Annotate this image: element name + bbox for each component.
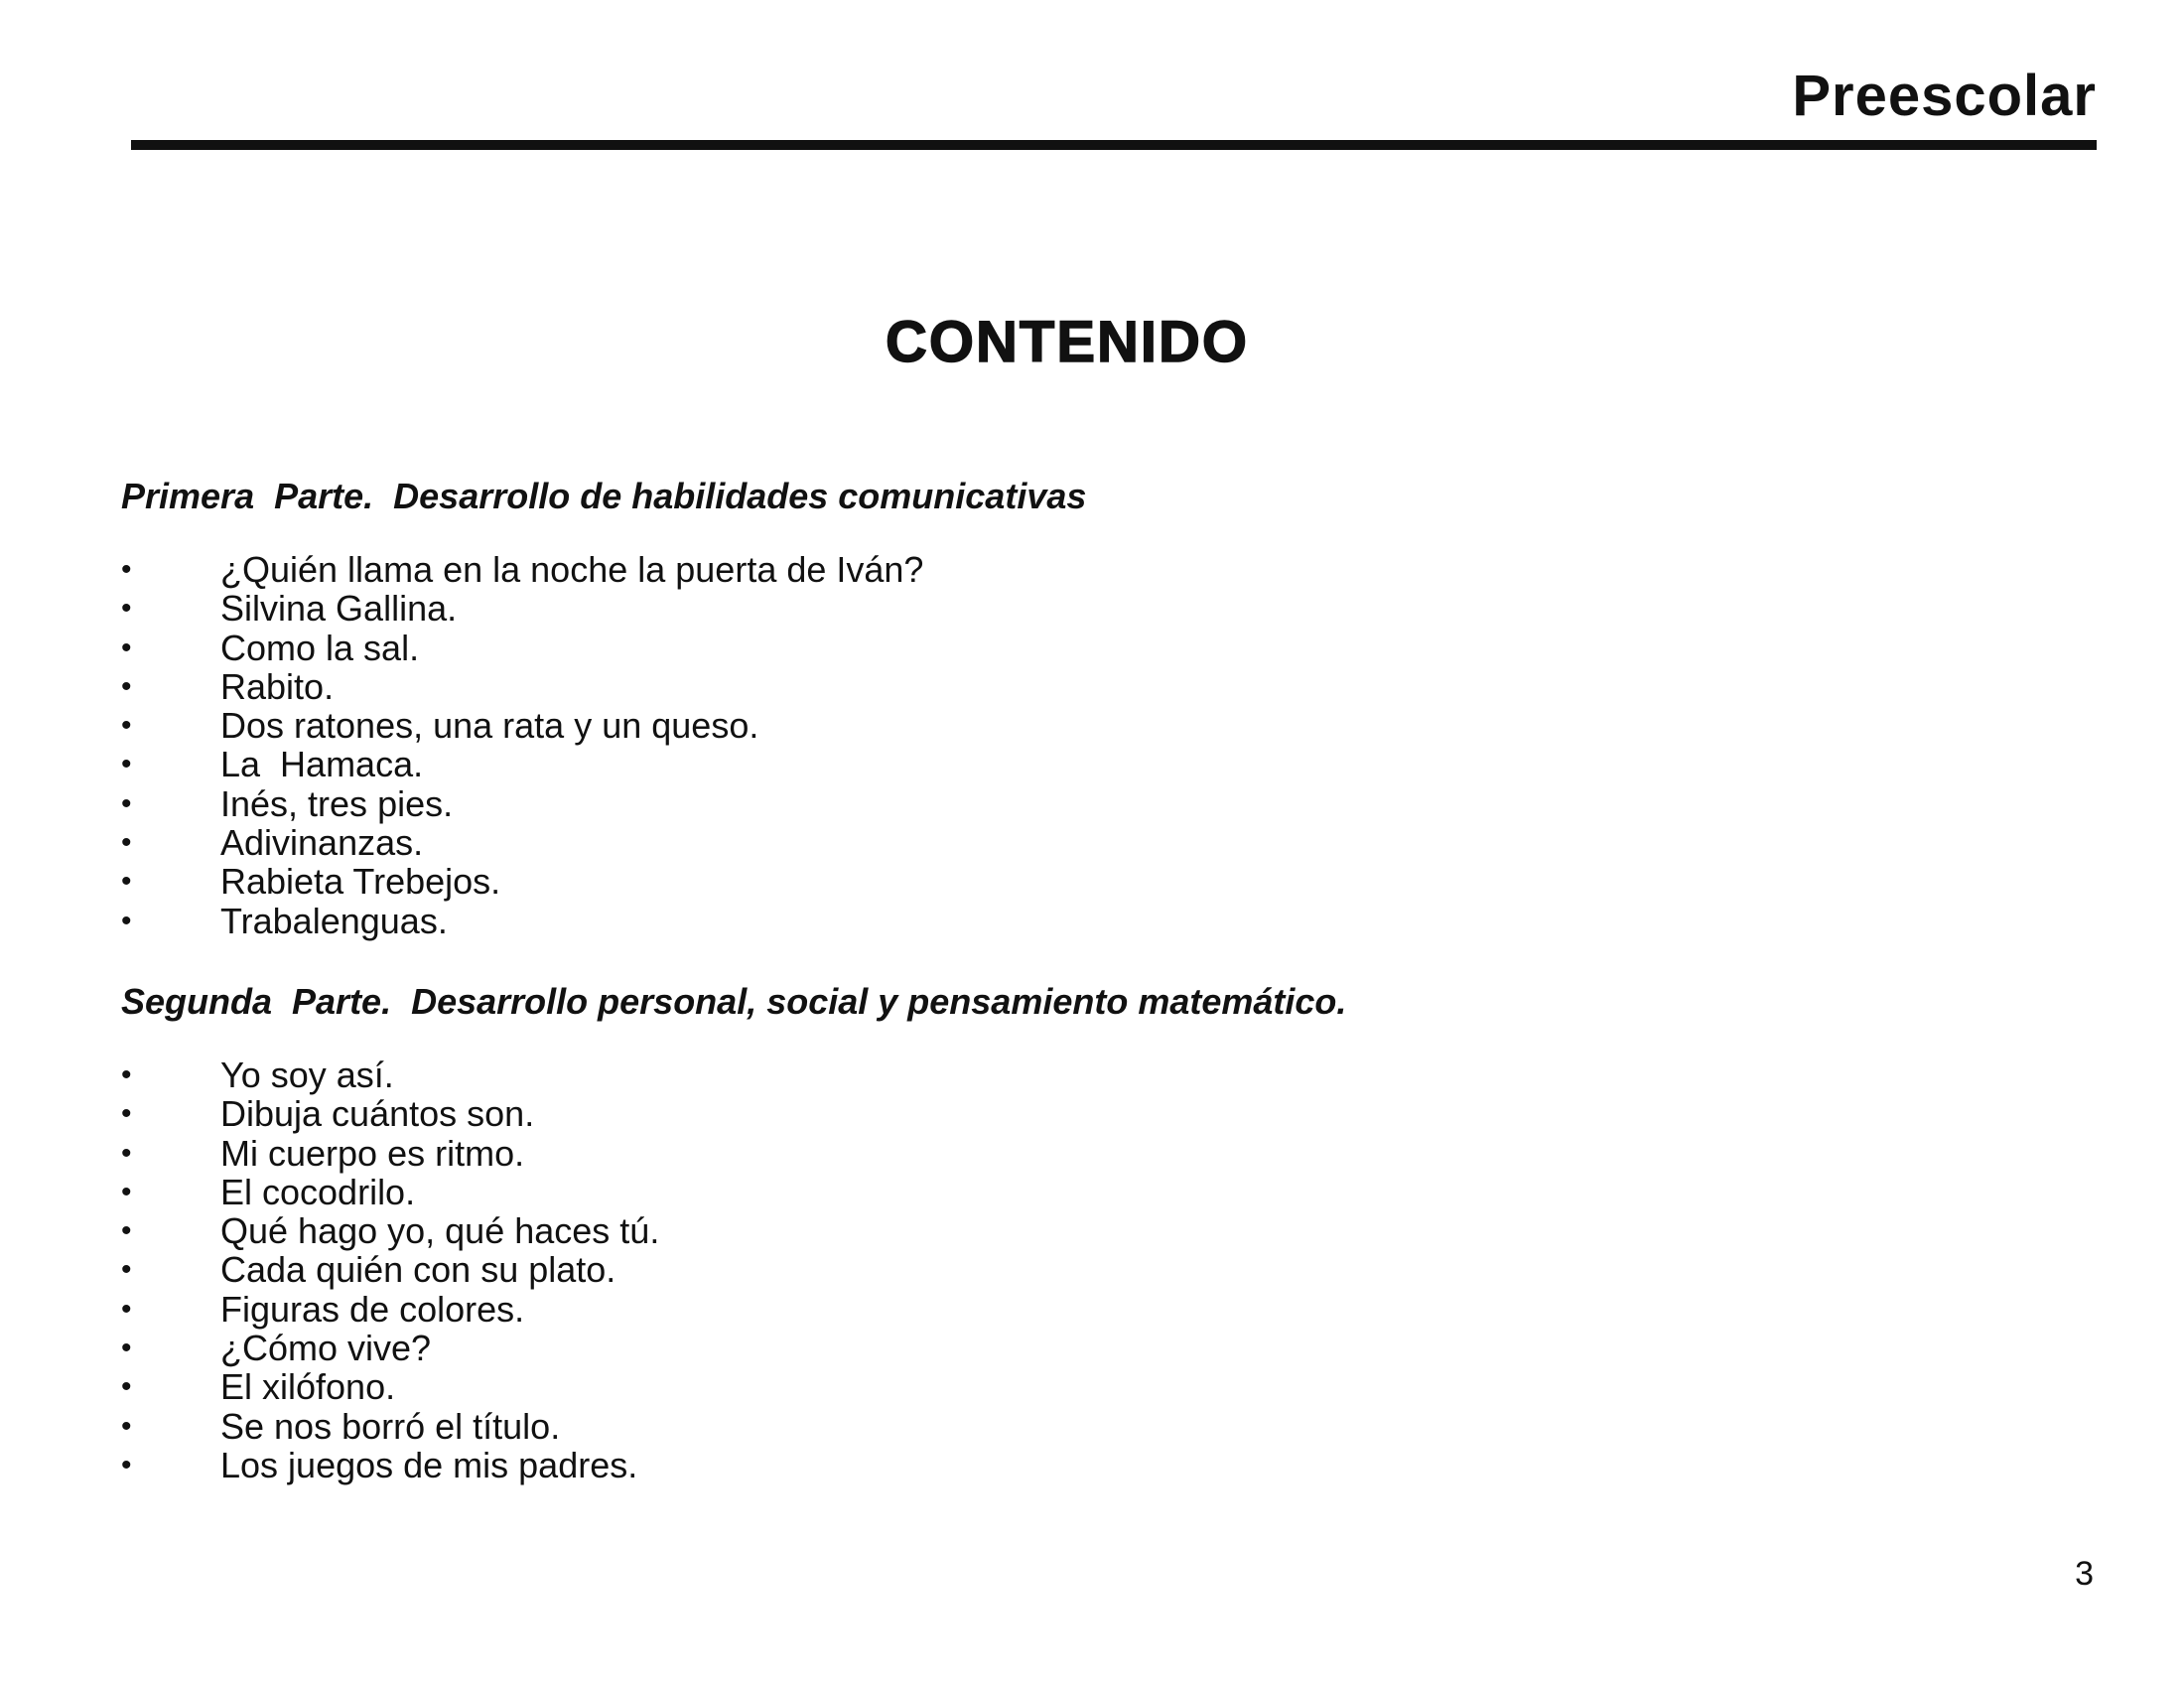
bullet-icon: • <box>121 1058 132 1091</box>
list-item-label: Adivinanzas. <box>220 822 424 864</box>
bullet-icon: • <box>121 1448 132 1481</box>
list-item <box>121 823 2007 862</box>
section-primera-parte <box>121 473 2007 940</box>
list-item-label: El cocodrilo. <box>220 1171 416 1212</box>
list-item <box>121 784 2007 823</box>
bullet-icon: • <box>121 1253 132 1287</box>
contents-title: CONTENIDO <box>886 310 1249 374</box>
list-item-label: Silvina Gallina. <box>220 588 458 630</box>
bullet-icon: • <box>121 553 132 586</box>
bullet-icon: • <box>121 865 132 899</box>
section-heading: Segunda Parte. Desarrollo personal, social y pensamiento matemático. <box>121 981 1347 1022</box>
list-item <box>121 1250 2007 1289</box>
bullet-icon: • <box>121 748 132 781</box>
bullet-icon: • <box>121 1214 132 1248</box>
list-item <box>121 667 2007 706</box>
contents-list <box>121 1055 2007 1484</box>
list-item-label: Dos ratones, una rata y un queso. <box>220 705 759 747</box>
list-item <box>121 1329 2007 1367</box>
list-item-label: Figuras de colores. <box>220 1288 525 1330</box>
header-rule <box>131 140 2097 150</box>
bullet-icon: • <box>121 786 132 820</box>
section-segunda-parte <box>121 978 2007 1484</box>
list-item <box>121 706 2007 745</box>
bullet-icon: • <box>121 1332 132 1365</box>
bullet-icon: • <box>121 1409 132 1443</box>
list-item <box>121 902 2007 940</box>
list-item-label: ¿Cómo vive? <box>220 1328 432 1369</box>
list-item <box>121 745 2007 783</box>
list-item <box>121 1367 2007 1406</box>
list-item <box>121 550 2007 589</box>
list-item <box>121 589 2007 628</box>
list-item-label: Rabieta Trebejos. <box>220 861 501 903</box>
bullet-icon: • <box>121 826 132 860</box>
section-heading: Primera Parte. Desarrollo de habilidades comunicativas <box>121 476 1087 516</box>
bullet-icon: • <box>121 904 132 937</box>
bullet-icon: • <box>121 669 132 703</box>
list-item-label: El xilófono. <box>220 1366 396 1408</box>
list-item-label: La Hamaca. <box>220 744 424 785</box>
page-header-title: Preescolar <box>1792 64 2097 128</box>
bullet-icon: • <box>121 1292 132 1326</box>
contents-list <box>121 550 2007 940</box>
list-item-label: ¿Quién llama en la noche la puerta de Iván? <box>220 549 924 590</box>
list-item-label: Mi cuerpo es ritmo. <box>220 1132 525 1174</box>
bullet-icon: • <box>121 1175 132 1208</box>
list-item <box>121 862 2007 901</box>
list-item <box>121 1407 2007 1446</box>
list-item-label: Rabito. <box>220 665 335 707</box>
list-item-label: Yo soy así. <box>220 1055 394 1095</box>
list-item-label: Como la sal. <box>220 627 420 668</box>
list-item <box>121 1134 2007 1173</box>
list-item <box>121 1446 2007 1484</box>
list-item <box>121 629 2007 667</box>
bullet-icon: • <box>121 709 132 743</box>
list-item <box>121 1290 2007 1329</box>
list-item <box>121 1055 2007 1094</box>
list-item-label: Cada quién con su plato. <box>220 1249 616 1291</box>
list-item <box>121 1094 2007 1133</box>
list-item-label: Qué hago yo, qué haces tú. <box>220 1210 660 1252</box>
bullet-icon: • <box>121 592 132 626</box>
list-item-label: Trabalenguas. <box>220 900 448 941</box>
bullet-icon: • <box>121 631 132 664</box>
list-item <box>121 1211 2007 1250</box>
list-item-label: Dibuja cuántos son. <box>220 1093 535 1135</box>
bullet-icon: • <box>121 1370 132 1404</box>
list-item-label: Inés, tres pies. <box>220 782 454 824</box>
list-item <box>121 1173 2007 1211</box>
list-item-label: Se nos borró el título. <box>220 1405 561 1447</box>
bullet-icon: • <box>121 1136 132 1170</box>
list-item-label: Los juegos de mis padres. <box>220 1444 638 1485</box>
page-number: 3 <box>2075 1555 2094 1593</box>
bullet-icon: • <box>121 1097 132 1131</box>
